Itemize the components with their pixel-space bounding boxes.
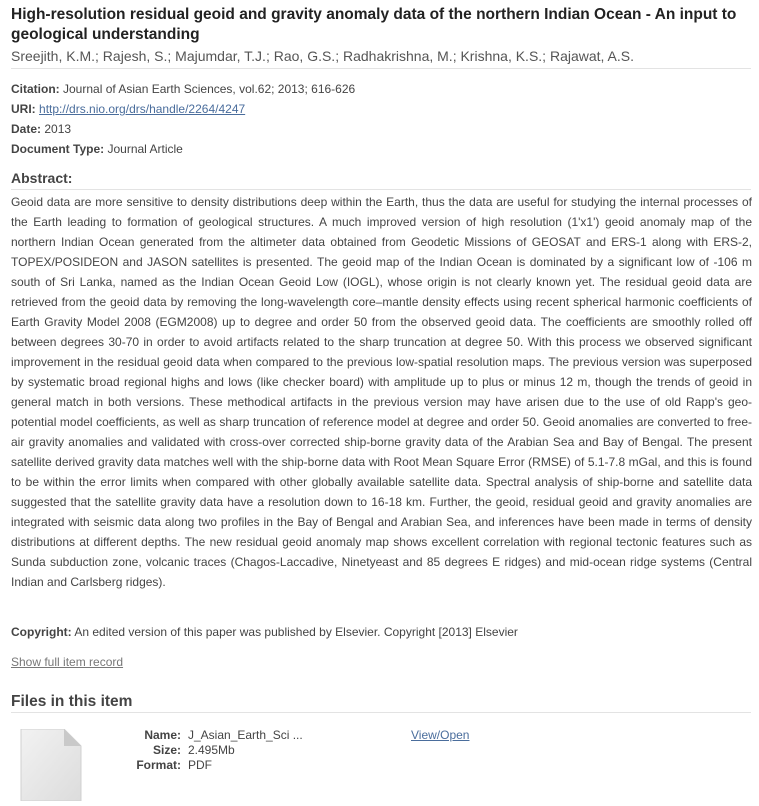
- citation-label: Citation:: [11, 82, 60, 96]
- copyright-field: [11, 624, 518, 640]
- doctype-label: Document Type:: [11, 142, 105, 156]
- file-meta-values: [188, 728, 303, 773]
- file-format: PDF: [188, 758, 212, 772]
- divider: [11, 68, 751, 69]
- divider: [11, 712, 751, 713]
- date-field: [11, 121, 71, 137]
- citation-value: Journal of Asian Earth Sciences, vol.62; 2013; 616-626: [63, 82, 356, 96]
- uri-label: URI:: [11, 102, 36, 116]
- abstract-heading: Abstract:: [11, 170, 73, 186]
- divider: [11, 189, 751, 190]
- show-full-record-link[interactable]: Show full item record: [11, 655, 124, 669]
- abstract-text: Geoid data are more sensitive to density distributions deep within the Earth, thus the data are useful for studying the internal processes of the Earth leading to formation of geological structures. A much improved version of high resolution (1'x1') geoid anomaly map of the northern Indian Ocean generated from the altimeter data obtained from Geodetic Missions of GEOSAT and ERS-1 along with ERS-2, TOPEX/POSIDEON and JASON satellites is presented. The geoid map of the Indian Ocean is dominated by a significant low of -106 m south of Sri Lanka, named as the Indian Ocean Geoid Low (IOGL), whose origin is not clearly known yet. The residual geoid data are retrieved from the geoid data by removing the long-wavelength core–mantle density effects using recent spherical harmonic coefficients of Earth Gravity Model 2008 (EGM2008) up to degree and order 50 from the observed geoid data. The coefficients are smoothly rolled off between degrees 30-70 in order to avoid artifacts related to the sharp truncation at degree 50. With this process we observed significant improvement in the residual geoid data when compared to the previous low-spatial resolution maps. The previous version was superposed by systematic broad regional highs and lows (like checker board) with amplitude up to plus or minus 12 m, though the trends of geoid in general match in both versions. These methodical artifacts in the previous version may have arisen due to the use of old Rapp's geo-potential model coefficients, as well as sharp truncation of reference model at degree and order 50. Geoid anomalies are converted to free-air gravity anomalies and validated with cross-over corrected ship-borne gravity data of the Arabian Sea and Bay of Bengal. The present satellite derived gravity data matches well with the ship-borne data with Root Mean Square Error (RMSE) of 5.1-7.8 mGal, and this is found to be within the error limits when compared with other globally available satellite data. Spectral analysis of ship-borne and satellite data suggested that the satellite gravity data have a resolution down to 16-18 km. Further, the geoid, residual geoid and gravity anomalies are integrated with seismic data along two profiles in the Bay of Bengal and Arabian Sea, and inferences have been made in terms of density distributions at different depths. The new residual geoid anomaly map shows excellent correlation with regional tectonic features such as Sunda subduction zone, volcanic traces (Chagos-Laccadive, Ninetyeast and 85 degrees E ridges) and mid-ocean ridge systems (Central Indian and Carlsberg ridges).: [11, 195, 752, 589]
- item-authors: Sreejith, K.M.; Rajesh, S.; Majumdar, T.J.; Rao, G.S.; Radhakrishna, M.; Krishna, K.S.; Rajawat, A.S.: [11, 48, 634, 64]
- file-size: 2.495Mb: [188, 743, 235, 757]
- file-format-label: Format:: [136, 758, 181, 772]
- uri-link[interactable]: http://drs.nio.org/drs/handle/2264/4247: [39, 102, 246, 116]
- file-icon[interactable]: [20, 729, 82, 801]
- copyright-label: Copyright:: [11, 625, 72, 639]
- item-title: High-resolution residual geoid and gravity anomaly data of the northern Indian Ocean - An input to geological understanding: [11, 6, 737, 43]
- uri-field: [11, 101, 245, 117]
- date-value: 2013: [44, 122, 72, 136]
- copyright-value: An edited version of this paper was published by Elsevier. Copyright [2013] Elsevier: [74, 625, 518, 639]
- doctype-field: [11, 141, 183, 157]
- files-heading: Files in this item: [11, 693, 133, 710]
- view-open-link[interactable]: View/Open: [411, 728, 470, 742]
- file-meta-labels: [100, 728, 181, 776]
- file-name: J_Asian_Earth_Sci ...: [188, 728, 303, 742]
- citation-field: [11, 81, 355, 97]
- doctype-value: Journal Article: [107, 142, 183, 156]
- file-name-label: Name:: [144, 728, 181, 742]
- file-size-label: Size:: [152, 743, 181, 757]
- date-label: Date:: [11, 122, 42, 136]
